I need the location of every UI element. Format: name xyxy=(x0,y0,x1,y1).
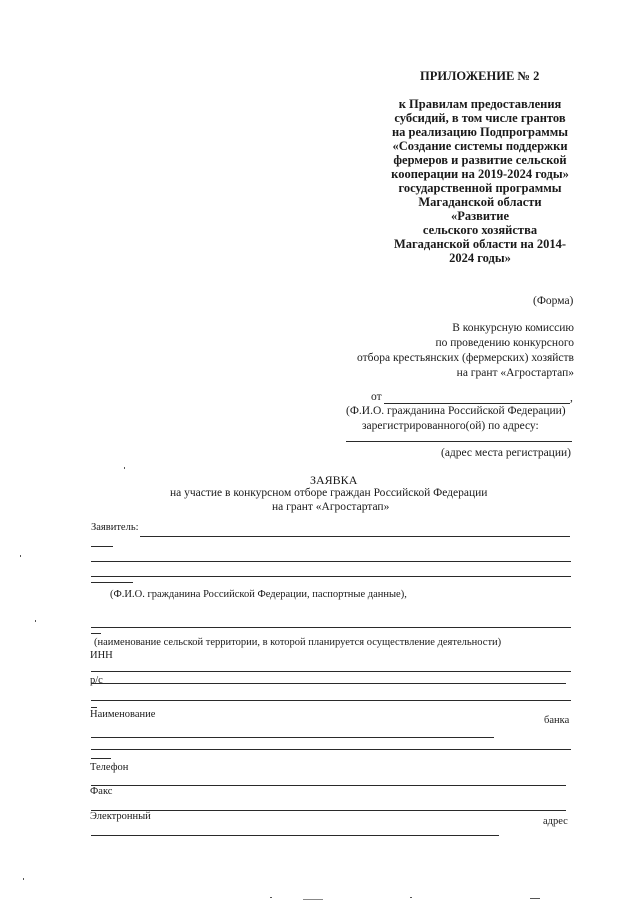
addressee-line: В конкурсную комиссию xyxy=(452,322,574,334)
header-line: 2024 годы» xyxy=(449,251,511,265)
from-comma: , xyxy=(570,392,573,404)
email-address-label: адрес xyxy=(543,816,568,827)
addressee-line: на грант «Агростартап» xyxy=(456,367,574,379)
applicant-input-line[interactable] xyxy=(140,536,570,537)
bank-input-line[interactable] xyxy=(91,749,571,750)
header-line: «Развитие xyxy=(450,209,509,223)
name-label: Наименование xyxy=(90,709,156,720)
applicant-label: Заявитель: xyxy=(91,522,139,533)
applicant-input-line[interactable] xyxy=(91,576,571,577)
fax-input-line[interactable] xyxy=(91,810,566,811)
scan-dot xyxy=(270,897,272,898)
header-line: субсидий, в том числе грантов xyxy=(394,111,566,125)
header-line: фермеров и развитие сельской xyxy=(393,153,567,167)
header-line: «Создание системы поддержки xyxy=(392,139,568,153)
scan-dot xyxy=(303,899,323,900)
header-line: кооперации на 2019-2024 годы» xyxy=(391,167,569,181)
from-label: от xyxy=(371,391,382,403)
applicant-input-line[interactable] xyxy=(91,546,113,547)
addressee-line: отбора крестьянских (фермерских) хозяйств xyxy=(357,352,574,364)
territory-input-line[interactable] xyxy=(91,627,571,628)
header-line: государственной программы xyxy=(398,181,562,195)
account-input-line[interactable] xyxy=(91,700,571,701)
applicant-input-line[interactable] xyxy=(91,561,571,562)
appendix-title: ПРИЛОЖЕНИЕ № 2 xyxy=(420,69,540,83)
scan-dot xyxy=(35,620,36,622)
scan-dot xyxy=(20,555,21,557)
application-subtitle: на грант «Агростартап» xyxy=(272,501,390,513)
from-input-line[interactable] xyxy=(384,403,570,404)
applicant-input-line[interactable] xyxy=(91,582,133,583)
header-line: Магаданской области на 2014- xyxy=(393,237,567,251)
scan-dot xyxy=(530,898,540,899)
header-line: к Правилам предоставления xyxy=(398,97,562,111)
application-title: ЗАЯВКА xyxy=(310,473,358,487)
territory-input-line[interactable] xyxy=(91,633,101,634)
form-label: (Форма) xyxy=(533,295,574,307)
registered-label: зарегистрированного(ой) по адресу: xyxy=(362,420,539,432)
bank-input-line[interactable] xyxy=(91,737,494,738)
header-line: Магаданской области xyxy=(418,195,542,209)
address-input-line[interactable] xyxy=(346,441,572,442)
header-line: сельского хозяйства xyxy=(422,223,538,237)
address-caption: (адрес места регистрации) xyxy=(441,447,571,459)
fax-label: Факс xyxy=(90,786,113,797)
territory-caption: (наименование сельской территории, в которой планируется осуществление деятельности) xyxy=(94,637,502,648)
scan-dot xyxy=(23,878,24,880)
scan-dot xyxy=(410,897,412,898)
account-input-line[interactable] xyxy=(91,683,566,684)
inn-input-line[interactable] xyxy=(91,671,571,672)
header-line: на реализацию Подпрограммы xyxy=(391,125,568,139)
email-input-line[interactable] xyxy=(91,835,499,836)
scan-dot xyxy=(124,467,125,469)
fio-caption: (Ф.И.О. гражданина Российской Федерации) xyxy=(346,405,566,417)
application-subtitle: на участие в конкурсном отборе граждан Российской Федерации xyxy=(170,487,488,499)
phone-label: Телефон xyxy=(90,762,129,773)
inn-label: ИНН xyxy=(90,650,113,661)
bank-label: банка xyxy=(544,715,570,726)
applicant-caption: (Ф.И.О. гражданина Российской Федерации, паспортные данные), xyxy=(110,589,407,600)
bank-input-line[interactable] xyxy=(91,758,111,759)
phone-input-line[interactable] xyxy=(91,785,566,786)
account-label: р/с xyxy=(90,675,103,686)
email-label: Электронный xyxy=(90,811,151,822)
account-input-line[interactable] xyxy=(91,707,97,708)
addressee-line: по проведению конкурсного xyxy=(435,337,574,349)
